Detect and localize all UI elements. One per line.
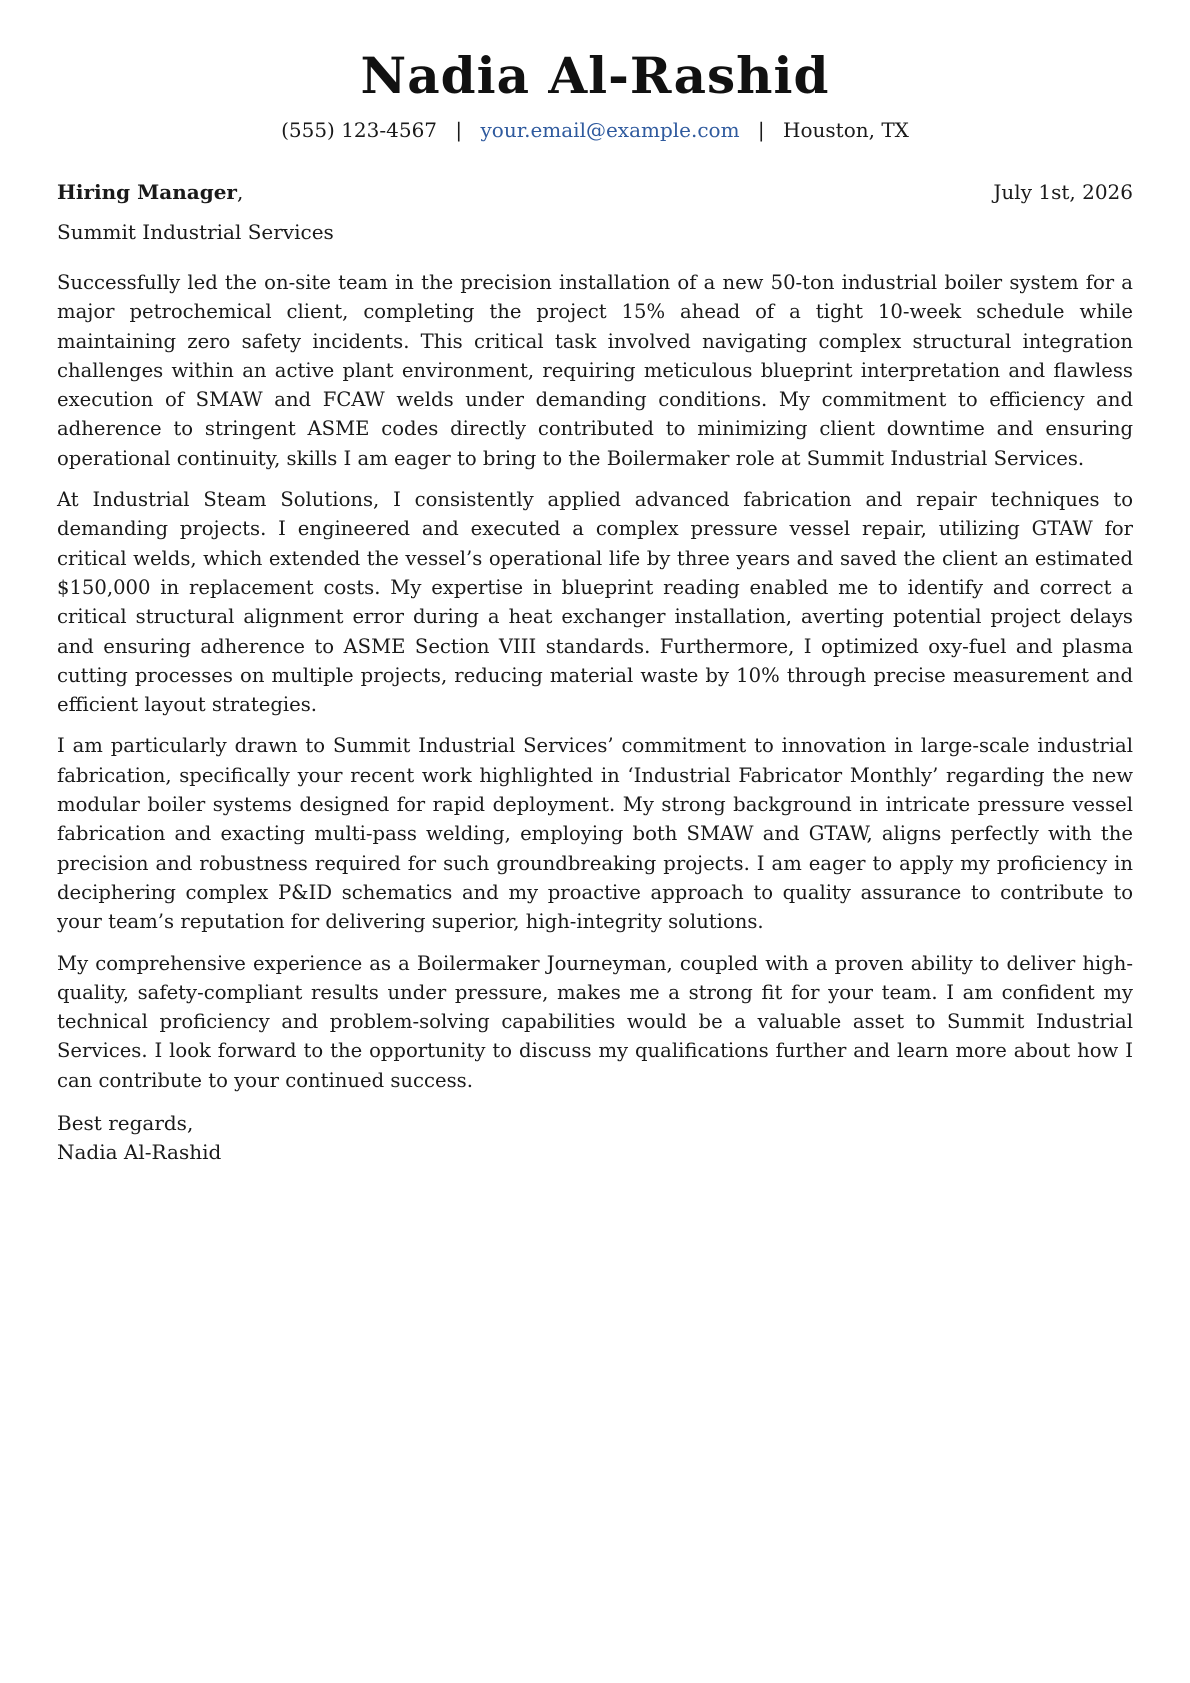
body-paragraph: Successfully led the on-site team in the precision installation of a new 50-ton industrial boiler system for a major petrochemical client, completing the project 15% ahead of a tight 10-week schedule while maintaining zero safety incidents. This critical task involved navigating complex structural integration challenges within an active plant environment, requiring meticulous blueprint interpretation and flawless execution of SMAW and FCAW welds under demanding conditions. My commitment to efficiency and adherence to stringent ASME codes directly contributed to minimizing client downtime and ensuring operational continuity, skills I am eager to bring to the Boilermaker role at Summit Industrial Services.: [57, 271, 1133, 470]
body-paragraph: At Industrial Steam Solutions, I consistently applied advanced fabrication and repair techniques to demanding projects. I engineered and executed a complex pressure vessel repair, utilizing GTAW for critical welds, which extended the vessel’s operational life by three years and saved the client an estimated $150,000 in replacement costs. My expertise in blueprint reading enabled me to identify and correct a critical structural alignment error during a heat exchanger installation, averting potential project delays and ensuring adherence to ASME Section VIII standards. Furthermore, I optimized oxy-fuel and plasma cutting processes on multiple projects, reducing material waste by 10% through precise measurement and efficient layout strategies.: [57, 488, 1133, 717]
body-paragraph: I am particularly drawn to Summit Industrial Services’ commitment to innovation in large-scale industrial fabrication, specifically your recent work highlighted in ‘Industrial Fabricator Monthly’ regarding the new modular boiler systems designed for rapid deployment. My strong background in intricate pressure vessel fabrication and exacting multi-pass welding, employing both SMAW and GTAW, aligns perfectly with the precision and robustness required for such groundbreaking projects. I am eager to apply my proficiency in deciphering complex P&ID schematics and my proactive approach to quality assurance to contribute to your team’s reputation for delivering superior, high-integrity solutions.: [57, 734, 1133, 934]
contact-line: [57, 116, 1133, 144]
letter-date: July 1st, 2026: [993, 180, 1133, 204]
letter-body: [57, 268, 1133, 1095]
recipient-line: [57, 178, 243, 206]
contact-separator: |: [757, 118, 765, 142]
closing-block: [57, 1109, 1133, 1167]
recipient-comma: ,: [236, 180, 244, 204]
contact-separator: |: [455, 118, 463, 142]
signature-name: Nadia Al-Rashid: [57, 1140, 222, 1165]
salutation-row: [57, 178, 1133, 206]
phone-number: (555) 123-4567: [281, 118, 438, 142]
recipient: Hiring Manager: [57, 180, 237, 204]
applicant-name: Nadia Al-Rashid: [360, 46, 830, 105]
body-paragraph: My comprehensive experience as a Boilermaker Journeyman, coupled with a proven ability to deliver high-quality, safety-compliant results under pressure, makes me a strong fit for your team. I am confident my technical proficiency and problem-solving capabilities would be a valuable asset to Summit Industrial Services. I look forward to the opportunity to discuss my qualifications further and learn more about how I can contribute to your continued success.: [57, 951, 1133, 1092]
letter-page: [57, 40, 1133, 1167]
closing-phrase: Best regards,: [57, 1111, 194, 1136]
company-name: Summit Industrial Services: [57, 220, 334, 244]
email-link[interactable]: your.email@example.com: [480, 118, 740, 142]
location: Houston, TX: [783, 118, 909, 142]
